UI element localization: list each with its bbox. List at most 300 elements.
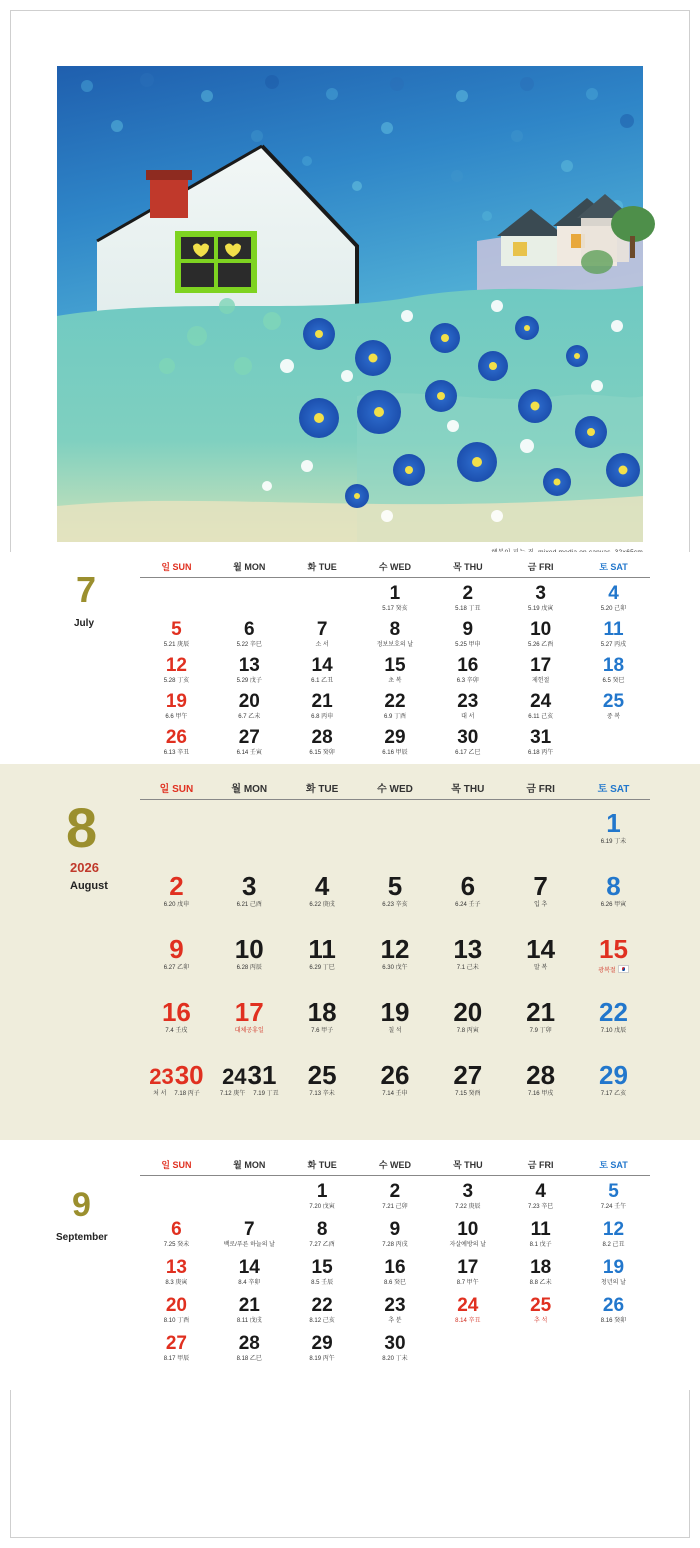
lunar-sublabel: 7.15 癸酉 bbox=[455, 1091, 481, 1097]
calendar-week-row bbox=[140, 989, 650, 1052]
day-number: 24 bbox=[530, 691, 552, 712]
lunar-sublabel: 6.19 丁未 bbox=[600, 839, 627, 845]
weekday-header-1: 월 MON bbox=[233, 562, 266, 572]
lunar-sublabel: 6.11 己亥 bbox=[528, 714, 554, 720]
calendar-day-cell[interactable] bbox=[140, 1214, 213, 1252]
day-number: 27 bbox=[453, 1060, 483, 1090]
day-number: 26 bbox=[602, 1295, 625, 1316]
day-number: 28 bbox=[526, 1060, 556, 1090]
lunar-sublabel: 7.14 壬申 bbox=[382, 1091, 408, 1097]
day-number: 5 bbox=[608, 1181, 619, 1202]
calendar-grid-july bbox=[140, 560, 650, 758]
calendar-week-row bbox=[140, 686, 650, 722]
lunar-sublabel: 8.6 癸巳 bbox=[383, 1280, 406, 1286]
lunar-sublabel: 8.1 戊子 bbox=[529, 1242, 552, 1248]
day-number: 29 bbox=[311, 1333, 333, 1354]
calendar-day-cell[interactable] bbox=[359, 1252, 432, 1290]
lunar-sublabel: 5.18 丁丑 bbox=[455, 606, 481, 612]
day-number: 20 bbox=[238, 691, 260, 712]
weekday-header-2: 화 TUE bbox=[305, 784, 339, 795]
lunar-sublabel: 6.1 乙丑 bbox=[311, 678, 334, 684]
lunar-sublabel: 7.4 壬戌 bbox=[165, 1028, 188, 1034]
day-number: 3 bbox=[462, 1181, 474, 1202]
calendar-day-cell[interactable] bbox=[286, 1176, 359, 1214]
day-number: 9 bbox=[389, 1219, 401, 1240]
lunar-sublabel: 8.5 壬辰 bbox=[311, 1280, 334, 1286]
day-number: 8 bbox=[606, 871, 621, 901]
calendar-day-cell[interactable] bbox=[431, 614, 504, 650]
lunar-sublabel: 8.10 丁酉 bbox=[163, 1318, 190, 1324]
day-number-pair bbox=[213, 1062, 286, 1088]
day-number: 30 bbox=[457, 727, 479, 748]
day-number: 27 bbox=[165, 1333, 187, 1354]
lunar-sublabel: 7.25 癸未 bbox=[163, 1242, 190, 1248]
lunar-sublabel: 8.11 戊戌 bbox=[236, 1318, 262, 1324]
calendar-day-cell[interactable] bbox=[286, 989, 359, 1052]
day-number: 28 bbox=[311, 727, 333, 748]
calendar-day-cell[interactable] bbox=[431, 1214, 504, 1252]
day-number: 29 bbox=[599, 1060, 628, 1090]
lunar-sublabel: 7.23 辛巳 bbox=[527, 1204, 554, 1210]
calendar-day-cell[interactable] bbox=[286, 1214, 359, 1252]
calendar-day-cell[interactable] bbox=[213, 722, 286, 758]
lunar-sublabel: 7.6 甲子 bbox=[311, 1028, 334, 1034]
day-number: 27 bbox=[238, 727, 260, 748]
calendar-day-cell[interactable] bbox=[286, 614, 359, 650]
calendar-day-cell[interactable] bbox=[504, 989, 577, 1052]
calendar-day-cell[interactable] bbox=[504, 578, 577, 614]
lunar-sublabel: 제헌절 bbox=[531, 678, 550, 684]
weekday-header-3: 수 WED bbox=[377, 784, 413, 795]
calendar-day-cell[interactable] bbox=[213, 1214, 286, 1252]
calendar-day-cell[interactable] bbox=[577, 1214, 650, 1252]
day-number: 2 bbox=[389, 1181, 401, 1202]
day-number: 11 bbox=[603, 619, 624, 640]
calendar-day-cell[interactable] bbox=[213, 1328, 286, 1366]
day-number: 11 bbox=[530, 1219, 551, 1240]
calendar-day-cell[interactable] bbox=[213, 686, 286, 722]
lunar-sublabel: 6.13 辛丑 bbox=[163, 750, 190, 756]
month-name-july: July bbox=[74, 618, 95, 629]
calendar-week-row bbox=[140, 578, 650, 614]
lunar-sublabel: 5.25 甲申 bbox=[455, 642, 481, 648]
calendar-day-cell[interactable] bbox=[213, 650, 286, 686]
lunar-sublabel: 8.12 己亥 bbox=[309, 1318, 335, 1324]
calendar-day-cell[interactable] bbox=[359, 686, 432, 722]
lunar-sublabel: 7.27 乙酉 bbox=[309, 1242, 335, 1248]
weekday-header-4: 목 THU bbox=[452, 1160, 483, 1170]
calendar-day-cell[interactable] bbox=[359, 650, 432, 686]
calendar-day-cell[interactable] bbox=[577, 578, 650, 614]
weekday-header-0: 일 SUN bbox=[161, 1160, 192, 1170]
day-number: 16 bbox=[457, 655, 479, 676]
day-number: 22 bbox=[599, 997, 628, 1027]
calendar-day-cell[interactable] bbox=[431, 686, 504, 722]
lunar-sublabel: 6.14 壬寅 bbox=[236, 750, 262, 756]
lunar-sublabel: 7.8 丙寅 bbox=[456, 1028, 479, 1034]
calendar-day-cell[interactable] bbox=[213, 863, 286, 926]
lunar-sublabel: 7.16 甲戌 bbox=[527, 1091, 554, 1097]
day-number: 1 bbox=[606, 808, 621, 838]
calendar-day-cell[interactable] bbox=[577, 926, 650, 989]
month-name-august: August bbox=[70, 880, 108, 892]
calendar-day-cell[interactable] bbox=[504, 1290, 577, 1328]
calendar-day-cell[interactable] bbox=[286, 686, 359, 722]
day-number: 22 bbox=[311, 1295, 333, 1316]
day-number: 13 bbox=[453, 934, 483, 964]
calendar-day-cell[interactable] bbox=[359, 578, 432, 614]
calendar-day-cell[interactable] bbox=[140, 1052, 213, 1115]
lunar-sublabel: 5.29 戊子 bbox=[236, 678, 262, 684]
calendar-day-cell[interactable] bbox=[577, 650, 650, 686]
lunar-sublabel: 8.18 乙巳 bbox=[236, 1356, 262, 1362]
calendar-day-cell[interactable] bbox=[431, 989, 504, 1052]
month-block-july bbox=[0, 552, 700, 764]
day-number: 25 bbox=[602, 691, 625, 712]
calendar-week-row bbox=[140, 926, 650, 989]
day-number: 14 bbox=[311, 655, 333, 676]
day-number: 3 bbox=[242, 871, 257, 901]
calendar-day-cell[interactable] bbox=[286, 650, 359, 686]
weekday-header-row bbox=[140, 560, 650, 573]
day-number: 15 bbox=[384, 655, 406, 676]
calendar-week-row bbox=[140, 800, 650, 863]
day-number: 26 bbox=[380, 1060, 410, 1090]
lunar-sublabel: 7.20 戊寅 bbox=[309, 1204, 335, 1210]
lunar-sublabel: 추 석 bbox=[534, 1318, 548, 1324]
calendar-day-cell[interactable] bbox=[359, 1328, 432, 1366]
lunar-sublabel: 처 서 bbox=[153, 1091, 167, 1097]
calendar-day-cell[interactable] bbox=[359, 1052, 432, 1115]
artwork-image bbox=[57, 66, 643, 542]
weekday-header-6: 토 SAT bbox=[599, 1160, 628, 1170]
calendar-week-row bbox=[140, 863, 650, 926]
lunar-sublabel: 8.3 庚寅 bbox=[165, 1280, 188, 1286]
month-block-september bbox=[0, 1140, 700, 1390]
weekday-header-3: 수 WED bbox=[378, 562, 412, 572]
lunar-sublabel: 추 분 bbox=[388, 1318, 402, 1324]
lunar-sublabel: 8.14 辛丑 bbox=[455, 1318, 481, 1324]
lunar-sublabel: 6.3 辛卯 bbox=[456, 678, 479, 684]
korean-flag-icon bbox=[618, 965, 629, 973]
lunar-sublabel: 말 복 bbox=[534, 965, 548, 971]
day-number: 7 bbox=[316, 619, 328, 640]
calendar-day-cell[interactable] bbox=[286, 1328, 359, 1366]
lunar-sublabel: 입 추 bbox=[534, 902, 548, 908]
day-number: 18 bbox=[602, 655, 625, 676]
day-number: 6 bbox=[460, 871, 476, 901]
calendar-day-cell[interactable] bbox=[504, 614, 577, 650]
month-name-september: September bbox=[56, 1232, 108, 1243]
day-number: 24 bbox=[222, 1064, 247, 1089]
calendar-day-cell[interactable] bbox=[140, 614, 213, 650]
calendar-day-cell[interactable] bbox=[577, 800, 650, 863]
lunar-sublabel: 8.20 丁未 bbox=[382, 1356, 408, 1362]
lunar-sublabel: 6.7 乙未 bbox=[238, 714, 261, 720]
calendar-week-row bbox=[140, 1052, 650, 1115]
calendar-day-cell[interactable] bbox=[504, 722, 577, 758]
lunar-sublabel: 6.26 甲寅 bbox=[600, 902, 627, 908]
lunar-sublabel: 8.7 甲午 bbox=[456, 1280, 479, 1286]
calendar-day-cell[interactable] bbox=[577, 614, 650, 650]
calendar-day-cell[interactable] bbox=[577, 686, 650, 722]
calendar-day-cell[interactable] bbox=[577, 1252, 650, 1290]
day-number: 29 bbox=[384, 727, 406, 748]
lunar-sublabel: 7.21 己卯 bbox=[382, 1204, 408, 1210]
day-number: 8 bbox=[316, 1219, 328, 1240]
calendar-day-cell[interactable] bbox=[140, 989, 213, 1052]
day-number: 25 bbox=[530, 1295, 552, 1316]
calendar-day-cell[interactable] bbox=[359, 1290, 432, 1328]
lunar-sublabel: 7.1 己未 bbox=[456, 965, 479, 971]
calendar-day-cell[interactable] bbox=[359, 1214, 432, 1252]
calendar-day-cell[interactable] bbox=[286, 1052, 359, 1115]
lunar-sublabel: 8.19 丙午 bbox=[309, 1356, 335, 1362]
day-number: 23 bbox=[149, 1064, 174, 1089]
lunar-sublabel: 7.12 庚午 bbox=[219, 1091, 246, 1097]
calendar-week-row bbox=[140, 1290, 650, 1328]
lunar-sublabel: 7.22 庚辰 bbox=[455, 1204, 481, 1210]
lunar-sublabel: 8.17 甲辰 bbox=[163, 1356, 190, 1362]
lunar-sublabel: 5.27 丙戌 bbox=[600, 642, 627, 648]
lunar-sublabel: 대체공휴일 bbox=[234, 1028, 264, 1034]
lunar-sublabel: 6.23 辛亥 bbox=[382, 902, 408, 908]
day-number: 2 bbox=[169, 871, 184, 901]
calendar-day-cell[interactable] bbox=[140, 722, 213, 758]
calendar-day-cell[interactable] bbox=[140, 1328, 213, 1366]
calendar-day-cell[interactable] bbox=[213, 1252, 286, 1290]
calendar-week-row bbox=[140, 614, 650, 650]
calendar-week-row bbox=[140, 1214, 650, 1252]
day-number: 21 bbox=[526, 997, 556, 1027]
calendar-day-cell[interactable] bbox=[504, 1176, 577, 1214]
calendar-day-cell[interactable] bbox=[431, 1052, 504, 1115]
day-number: 20 bbox=[165, 1295, 187, 1316]
calendar-day-cell[interactable] bbox=[431, 1252, 504, 1290]
lunar-sublabel: 6.28 丙辰 bbox=[236, 965, 262, 971]
lunar-sublabel: 칠 석 bbox=[388, 1028, 402, 1034]
lunar-sublabel: 대 서 bbox=[461, 714, 475, 720]
calendar-day-cell[interactable] bbox=[140, 686, 213, 722]
calendar-day-cell[interactable] bbox=[359, 863, 432, 926]
day-number: 8 bbox=[389, 619, 401, 640]
day-number: 19 bbox=[602, 1257, 625, 1278]
calendar-day-cell[interactable] bbox=[577, 989, 650, 1052]
day-number: 22 bbox=[384, 691, 406, 712]
day-number: 12 bbox=[602, 1219, 625, 1240]
month-number-september: 9 bbox=[72, 1186, 91, 1224]
calendar-day-cell[interactable] bbox=[431, 650, 504, 686]
weekday-header-6: 토 SAT bbox=[599, 562, 628, 572]
day-number: 14 bbox=[238, 1257, 260, 1278]
lunar-sublabel: 6.17 乙巳 bbox=[455, 750, 481, 756]
month-number-august: 8 bbox=[66, 796, 98, 859]
lunar-sublabel: 5.19 戊寅 bbox=[527, 606, 554, 612]
calendar-day-cell[interactable] bbox=[504, 863, 577, 926]
day-number: 23 bbox=[384, 1295, 406, 1316]
lunar-sublabel: 5.21 庚辰 bbox=[163, 642, 190, 648]
day-number: 17 bbox=[234, 997, 264, 1027]
lunar-sublabel: 5.20 己卯 bbox=[600, 606, 627, 612]
calendar-day-cell[interactable] bbox=[504, 686, 577, 722]
lunar-sublabel: 청년의 날 bbox=[601, 1280, 626, 1286]
calendar-day-cell[interactable] bbox=[213, 1052, 286, 1115]
day-number: 12 bbox=[165, 655, 187, 676]
lunar-sublabel: 6.21 己酉 bbox=[236, 902, 262, 908]
lunar-sublabel: 8.8 乙未 bbox=[529, 1280, 552, 1286]
calendar-day-cell[interactable] bbox=[213, 926, 286, 989]
lunar-sublabel: 6.24 壬子 bbox=[455, 902, 481, 908]
day-number: 4 bbox=[314, 871, 330, 901]
calendar-day-cell[interactable] bbox=[504, 1252, 577, 1290]
calendar-day-cell[interactable] bbox=[359, 989, 432, 1052]
day-number: 1 bbox=[316, 1181, 328, 1202]
calendar-day-cell[interactable] bbox=[577, 1176, 650, 1214]
weekday-header-5: 금 FRI bbox=[527, 1160, 554, 1170]
calendar-day-cell[interactable] bbox=[577, 1290, 650, 1328]
weekday-header-4: 목 THU bbox=[452, 562, 483, 572]
calendar-day-cell[interactable] bbox=[359, 926, 432, 989]
day-number: 28 bbox=[238, 1333, 260, 1354]
calendar-week-row bbox=[140, 650, 650, 686]
calendar-day-cell[interactable] bbox=[286, 926, 359, 989]
lunar-sublabel: 6.27 乙卯 bbox=[163, 965, 190, 971]
lunar-sublabel: 5.28 丁亥 bbox=[163, 678, 190, 684]
month-number-july: 7 bbox=[76, 569, 97, 610]
day-number: 7 bbox=[243, 1219, 255, 1240]
day-number: 26 bbox=[165, 727, 187, 748]
day-number: 5 bbox=[387, 871, 403, 901]
weekday-header-4: 목 THU bbox=[451, 784, 485, 795]
calendar-day-cell[interactable] bbox=[286, 1252, 359, 1290]
lunar-sublabel-secondary: 7.19 丁丑 bbox=[253, 1091, 279, 1097]
lunar-sublabel: 5.17 癸亥 bbox=[382, 606, 408, 612]
calendar-day-cell[interactable] bbox=[213, 989, 286, 1052]
day-number: 25 bbox=[307, 1060, 337, 1090]
lunar-sublabel: 6.16 甲辰 bbox=[382, 750, 408, 756]
calendar-day-cell[interactable] bbox=[504, 1214, 577, 1252]
lunar-sublabel-secondary: 7.18 丙子 bbox=[174, 1091, 200, 1097]
weekday-header-0: 일 SUN bbox=[161, 562, 192, 572]
calendar-day-cell[interactable] bbox=[359, 1176, 432, 1214]
calendar-day-cell[interactable] bbox=[577, 1052, 650, 1115]
day-number: 13 bbox=[165, 1257, 187, 1278]
month-block-august bbox=[0, 764, 700, 1140]
day-number: 21 bbox=[311, 691, 333, 712]
day-number: 31 bbox=[530, 727, 552, 748]
day-number: 15 bbox=[311, 1257, 333, 1278]
day-number: 10 bbox=[234, 934, 264, 964]
day-number: 30 bbox=[384, 1333, 406, 1354]
calendar-day-cell[interactable] bbox=[431, 1176, 504, 1214]
lunar-sublabel: 7.17 乙亥 bbox=[600, 1091, 627, 1097]
weekday-header-1: 월 MON bbox=[231, 784, 268, 795]
lunar-sublabel: 자살예방의 날 bbox=[449, 1242, 487, 1248]
day-number: 11 bbox=[308, 934, 336, 964]
day-number: 14 bbox=[526, 934, 556, 964]
day-number: 16 bbox=[161, 997, 191, 1027]
calendar-day-cell[interactable] bbox=[431, 578, 504, 614]
day-number: 16 bbox=[384, 1257, 406, 1278]
day-number: 4 bbox=[608, 583, 619, 604]
calendar-day-cell[interactable] bbox=[431, 1290, 504, 1328]
lunar-sublabel: 8.16 癸卯 bbox=[600, 1318, 627, 1324]
lunar-sublabel: 6.5 癸巳 bbox=[602, 678, 625, 684]
day-number: 20 bbox=[453, 997, 483, 1027]
day-number: 19 bbox=[380, 997, 410, 1027]
day-number-secondary: 30 bbox=[174, 1060, 204, 1090]
day-number: 10 bbox=[530, 619, 552, 640]
lunar-sublabel: 정보보호의 날 bbox=[376, 642, 414, 648]
calendar-day-cell[interactable] bbox=[504, 926, 577, 989]
weekday-header-5: 금 FRI bbox=[527, 562, 554, 572]
calendar-day-cell[interactable] bbox=[577, 863, 650, 926]
lunar-sublabel: 6.9 丁酉 bbox=[383, 714, 406, 720]
month-year-august: 2026 bbox=[70, 860, 99, 875]
calendar-week-row bbox=[140, 1328, 650, 1366]
calendar-day-cell[interactable] bbox=[286, 863, 359, 926]
calendar-week-row bbox=[140, 1176, 650, 1214]
calendar-day-cell[interactable] bbox=[213, 614, 286, 650]
calendar-day-cell[interactable] bbox=[359, 614, 432, 650]
calendar-grid-september bbox=[140, 1158, 650, 1366]
calendar-day-cell[interactable] bbox=[431, 722, 504, 758]
lunar-sublabel: 6.8 丙申 bbox=[311, 714, 334, 720]
calendar-day-cell[interactable] bbox=[431, 926, 504, 989]
calendar-day-cell[interactable] bbox=[431, 863, 504, 926]
lunar-sublabel: 6.30 戊午 bbox=[382, 965, 408, 971]
day-number: 3 bbox=[535, 583, 546, 604]
weekday-header-row bbox=[140, 780, 650, 795]
lunar-sublabel: 6.6 甲午 bbox=[165, 714, 188, 720]
weekday-header-row bbox=[140, 1158, 650, 1171]
calendar-week-row bbox=[140, 1252, 650, 1290]
calendar-day-cell[interactable] bbox=[213, 1290, 286, 1328]
calendar-day-cell[interactable] bbox=[286, 1290, 359, 1328]
calendar-day-cell[interactable] bbox=[140, 1290, 213, 1328]
calendar-day-cell[interactable] bbox=[140, 650, 213, 686]
lunar-sublabel: 8.4 辛卯 bbox=[238, 1280, 261, 1286]
calendar-day-cell[interactable] bbox=[286, 722, 359, 758]
day-number: 23 bbox=[457, 691, 479, 712]
day-number: 17 bbox=[530, 655, 552, 676]
day-number-pair bbox=[140, 1062, 213, 1088]
weekday-header-0: 일 SUN bbox=[159, 784, 194, 795]
day-number: 17 bbox=[457, 1257, 479, 1278]
weekday-header-5: 금 FRI bbox=[526, 784, 555, 795]
day-number: 21 bbox=[238, 1295, 260, 1316]
lunar-sublabel: 7.13 辛未 bbox=[309, 1091, 335, 1097]
calendar-day-cell[interactable] bbox=[359, 722, 432, 758]
calendar-day-cell[interactable] bbox=[504, 1052, 577, 1115]
calendar-day-cell[interactable] bbox=[140, 926, 213, 989]
day-number: 9 bbox=[462, 619, 474, 640]
day-number: 2 bbox=[462, 583, 474, 604]
lunar-sublabel: 중 복 bbox=[606, 714, 621, 720]
lunar-sublabel: 6.22 庚戌 bbox=[309, 902, 335, 908]
day-number: 5 bbox=[171, 619, 182, 640]
lunar-sublabel: 7.28 丙戌 bbox=[382, 1242, 408, 1248]
lunar-sublabel: 초 복 bbox=[388, 678, 402, 684]
lunar-sublabel: 6.20 戊申 bbox=[163, 902, 190, 908]
day-number: 9 bbox=[169, 934, 184, 964]
calendar-day-cell[interactable] bbox=[140, 863, 213, 926]
calendar-day-cell[interactable] bbox=[140, 1252, 213, 1290]
lunar-sublabel: 6.15 癸卯 bbox=[309, 750, 335, 756]
calendar-week-row bbox=[140, 722, 650, 758]
calendar-day-cell[interactable] bbox=[504, 650, 577, 686]
day-number: 13 bbox=[238, 655, 260, 676]
